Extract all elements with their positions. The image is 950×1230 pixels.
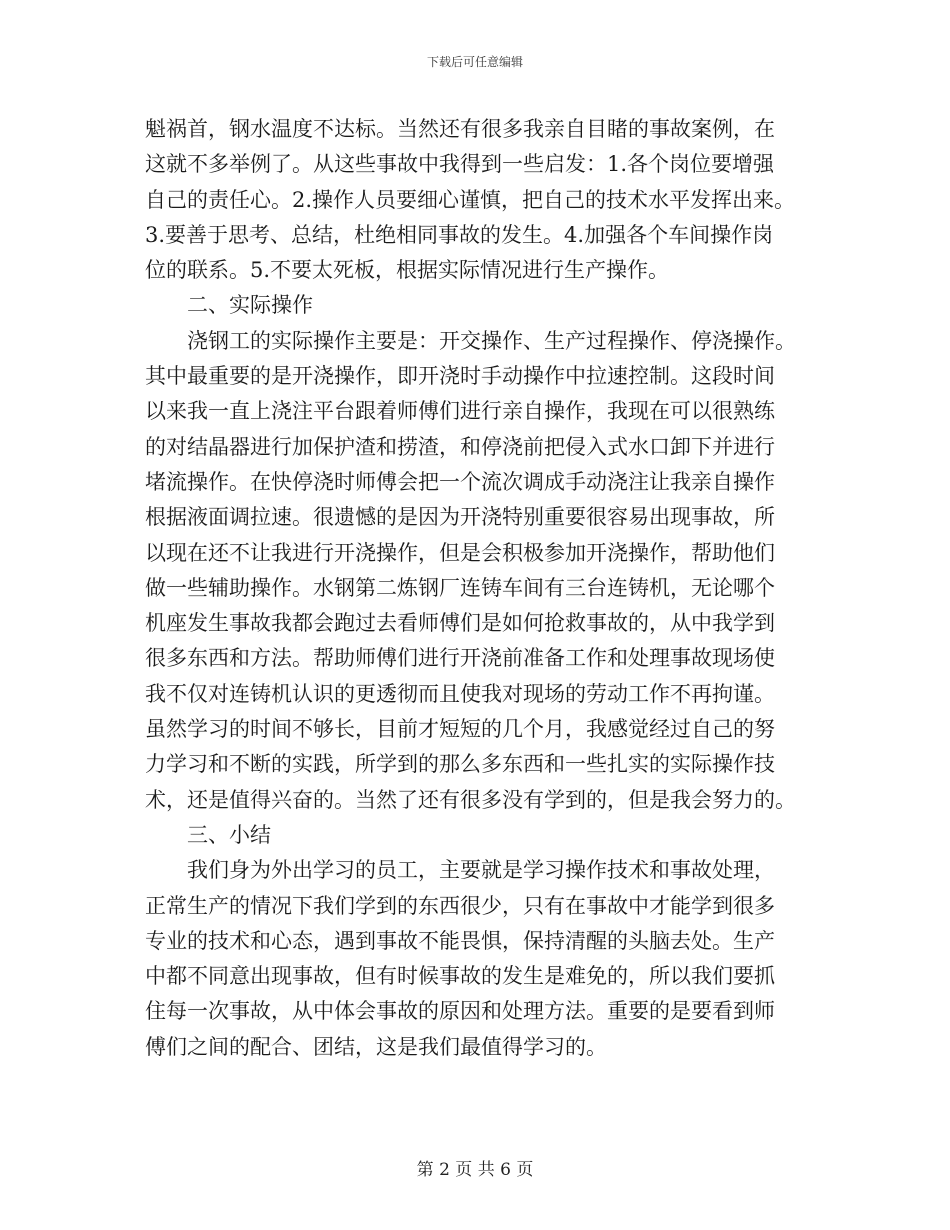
text-line: 我们身为外出学习的员工，主要就是学习操作技术和事故处理，: [187, 858, 775, 883]
text-line: 中都不同意出现事故，但有时候事故的发生是难免的，所以我们要抓: [145, 964, 775, 989]
text-line: 三、小结: [187, 822, 271, 847]
page-number: 第 2 页 共 6 页: [416, 1160, 534, 1180]
document-body: [145, 112, 810, 1065]
text-line: 以现在还不让我进行开浇操作，但是会积极参加开浇操作，帮助他们: [145, 540, 775, 565]
text-line: 虽然学习的时间不够长，目前才短短的几个月，我感觉经过自己的努: [145, 717, 775, 742]
text-line: 力学习和不断的实践，所学到的那么多东西和一些扎实的实际操作技: [145, 752, 775, 777]
text-line: 正常生产的情况下我们学到的东西很少，只有在事故中才能学到很多: [145, 893, 775, 918]
text-line: 根据液面调拉速。很遗憾的是因为开浇特别重要很容易出现事故，所: [145, 505, 775, 530]
text-line: 以来我一直上浇注平台跟着师傅们进行亲自操作，我现在可以很熟练: [145, 399, 775, 424]
text-line: 浇钢工的实际操作主要是：开交操作、生产过程操作、停浇操作。: [187, 328, 796, 353]
text-line: 3.要善于思考、总结，杜绝相同事故的发生。4.加强各个车间操作岗: [145, 222, 774, 247]
text-line: 其中最重要的是开浇操作，即开浇时手动操作中拉速控制。这段时间: [145, 364, 775, 389]
text-line: 自己的责任心。2.操作人员要细心谨慎，把自己的技术水平发挥出来。: [145, 187, 796, 212]
text-line: 二、实际操作: [187, 293, 313, 318]
text-line: 很多东西和方法。帮助师傅们进行开浇前准备工作和处理事故现场使: [145, 646, 775, 671]
text-line: 的对结晶器进行加保护渣和捞渣，和停浇前把侵入式水口卸下并进行: [145, 434, 775, 459]
text-line: 位的联系。5.不要太死板，根据实际情况进行生产操作。: [145, 258, 670, 283]
text-line: 魁祸首，钢水温度不达标。当然还有很多我亲自目睹的事故案例，在: [145, 117, 775, 141]
text-line: 专业的技术和心态，遇到事故不能畏惧，保持清醒的头脑去处。生产: [145, 928, 775, 953]
text-line: 机座发生事故我都会跑过去看师傅们是如何抢救事故的，从中我学到: [145, 611, 775, 636]
text-line: 住每一次事故，从中体会事故的原因和处理方法。重要的是要看到师: [145, 999, 775, 1024]
text-line: 我不仅对连铸机认识的更透彻而且使我对现场的劳动工作不再拘谨。: [145, 681, 775, 706]
text-line: 做一些辅助操作。水钢第二炼钢厂连铸车间有三台连铸机，无论哪个: [145, 575, 775, 600]
text-line: 这就不多举例了。从这些事故中我得到一些启发：1.各个岗位要增强: [145, 152, 775, 177]
text-line: 傅们之间的配合、团结，这是我们最值得学习的。: [145, 1034, 607, 1059]
text-line: 术，还是值得兴奋的。当然了还有很多没有学到的，但是我会努力的。: [145, 787, 796, 812]
text-line: 堵流操作。在快停浇时师傅会把一个流次调成手动浇注让我亲自操作: [145, 469, 775, 494]
page-header-note: 下载后可任意编辑: [426, 55, 523, 69]
